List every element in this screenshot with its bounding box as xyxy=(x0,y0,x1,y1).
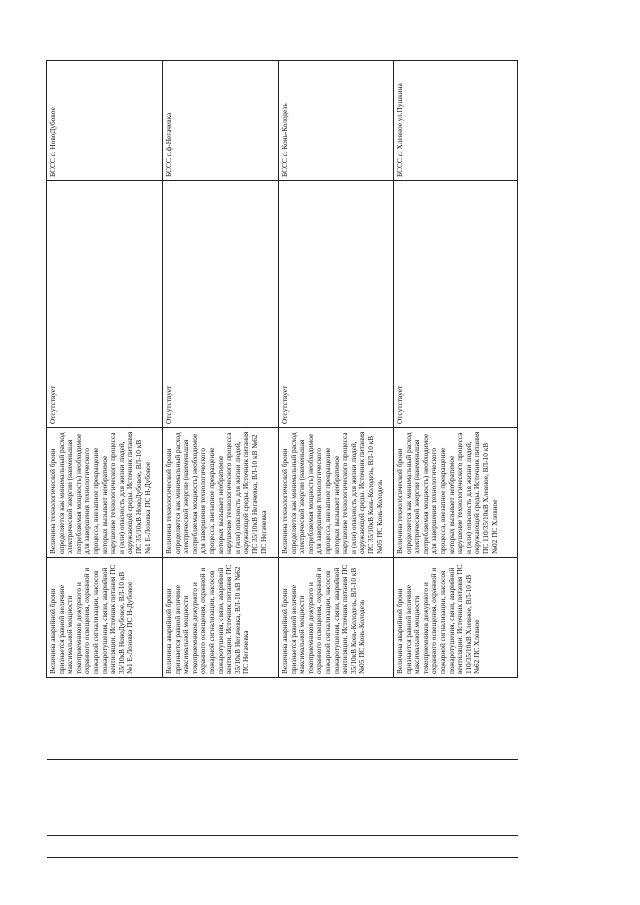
emergency-reserve-cell: Величина аварийной брони признается равной величине максимальной мощности токоприемников дежурного и охранного освещения, охранной и пожарной сигнализации, насосов пожаротушения, связи, аварийной вентиляции. Источник питания ПС 35/10кВ НовоДубовое, ВЛ-10 кВ №1 Е-Лозовка ПС Н-Дубовое xyxy=(47,558,163,678)
status-cell: Отсутствует xyxy=(394,181,518,428)
table-row xyxy=(394,61,518,678)
emergency-reserve-cell: Величина аварийной брони признается равной величине максимальной мощности токоприемников дежурного и охранного освещения, охранной и пожарной сигнализации, насосов пожаротушения, связи, аварийной вентиляции. Источник питания ПС 110/35/10кВ Хлевное, ВЛ-10 кВ №62 ПС Хлевное xyxy=(394,558,518,678)
table-row xyxy=(279,61,394,678)
tech-reserve-cell: Величина технологической брони определяется как минимальный расход электрической энергии (наименьшая потребляемая мощность) необходимое для завершения технологического процесса, внезапное прекращение которых вызывает необратимое нарушение технологического процесса и (или) опасность для жизни людей, окружающей среды. Источник питания ПС 110/35/10кВ Хлевное, ВЛ-10 кВ №02 ПС Хлевное xyxy=(394,428,518,558)
object-name-cell: БССС с. Хлевное ул.Пушкина xyxy=(394,61,518,181)
emergency-reserve-cell: Величина аварийной брони признается равной величине максимальной мощности токоприемников дежурного и охранного освещения, охранной и пожарной сигнализации, насосов пожаротушения, связи, аварийной вентиляции. Источник питания ПС 35/10кВ Конь-Колодезь, ВЛ-10 кВ №05 ПС Конь-Колодезь xyxy=(279,558,394,678)
status-cell: Отсутствует xyxy=(47,181,163,428)
tech-reserve-cell: Величина технологической брони определяется как минимальный расход электрической энергии (наименьшая потребляемая мощность) необходимое для завершения технологического процесса, внезапное прекращение которых вызывает необратимое нарушение технологического процесса и (или) опасность для жизни людей, окружающей среды. Источник питания ПС 35/10кВ Негачевка, ВЛ-10 кВ №62 ПС Негачевка xyxy=(163,428,279,558)
object-name-cell: БССС с. НовоДубовое xyxy=(47,61,163,181)
divider-line xyxy=(47,759,518,760)
table-row xyxy=(163,61,279,678)
status-cell: Отсутствует xyxy=(279,181,394,428)
emergency-reserve-cell: Величина аварийной брони признается равной величине максимальной мощности токоприемников дежурного и охранного освещения, охранной и пожарной сигнализации, насосов пожаротушения, связи, аварийной вентиляции. Источник питания ПС 35/10кВ Негачевка, ВЛ-10 кВ №62 ПС Негачевка xyxy=(163,558,279,678)
table-row xyxy=(47,61,163,678)
object-name-cell: БССС с. Конь-Колодезь xyxy=(279,61,394,181)
tech-reserve-cell: Величина технологической брони определяется как минимальный расход электрической энергии (наименьшая потребляемая мощность) необходимое для завершения технологического процесса, внезапное прекращение которых вызывает необратимое нарушение технологического процесса и (или) опасность для жизни людей, окружающей среды. Источник питания ПС 35/10кВ Конь-Колодезь, ВЛ-10 кВ №05 ПС Конь-Колодезь xyxy=(279,428,394,558)
divider-line xyxy=(47,835,518,836)
reserve-table xyxy=(46,60,518,678)
tech-reserve-cell: Величина технологической брони определяется как минимальный расход электрической энергии (наименьшая потребляемая мощность) необходимое для завершения технологического процесса, внезапное прекращение которых вызывает необратимое нарушение технологического процесса и (или) опасность для жизни людей, окружающей среды. Источник питания ПС 35/10кВ НовоДубовое, ВЛ-10 кВ №1 Е-Лозовка ПС Н-Дубовое xyxy=(47,428,163,558)
divider-line xyxy=(47,857,518,858)
status-cell: Отсутствует xyxy=(163,181,279,428)
object-name-cell: БССС с.ф-Негачевка xyxy=(163,61,279,181)
